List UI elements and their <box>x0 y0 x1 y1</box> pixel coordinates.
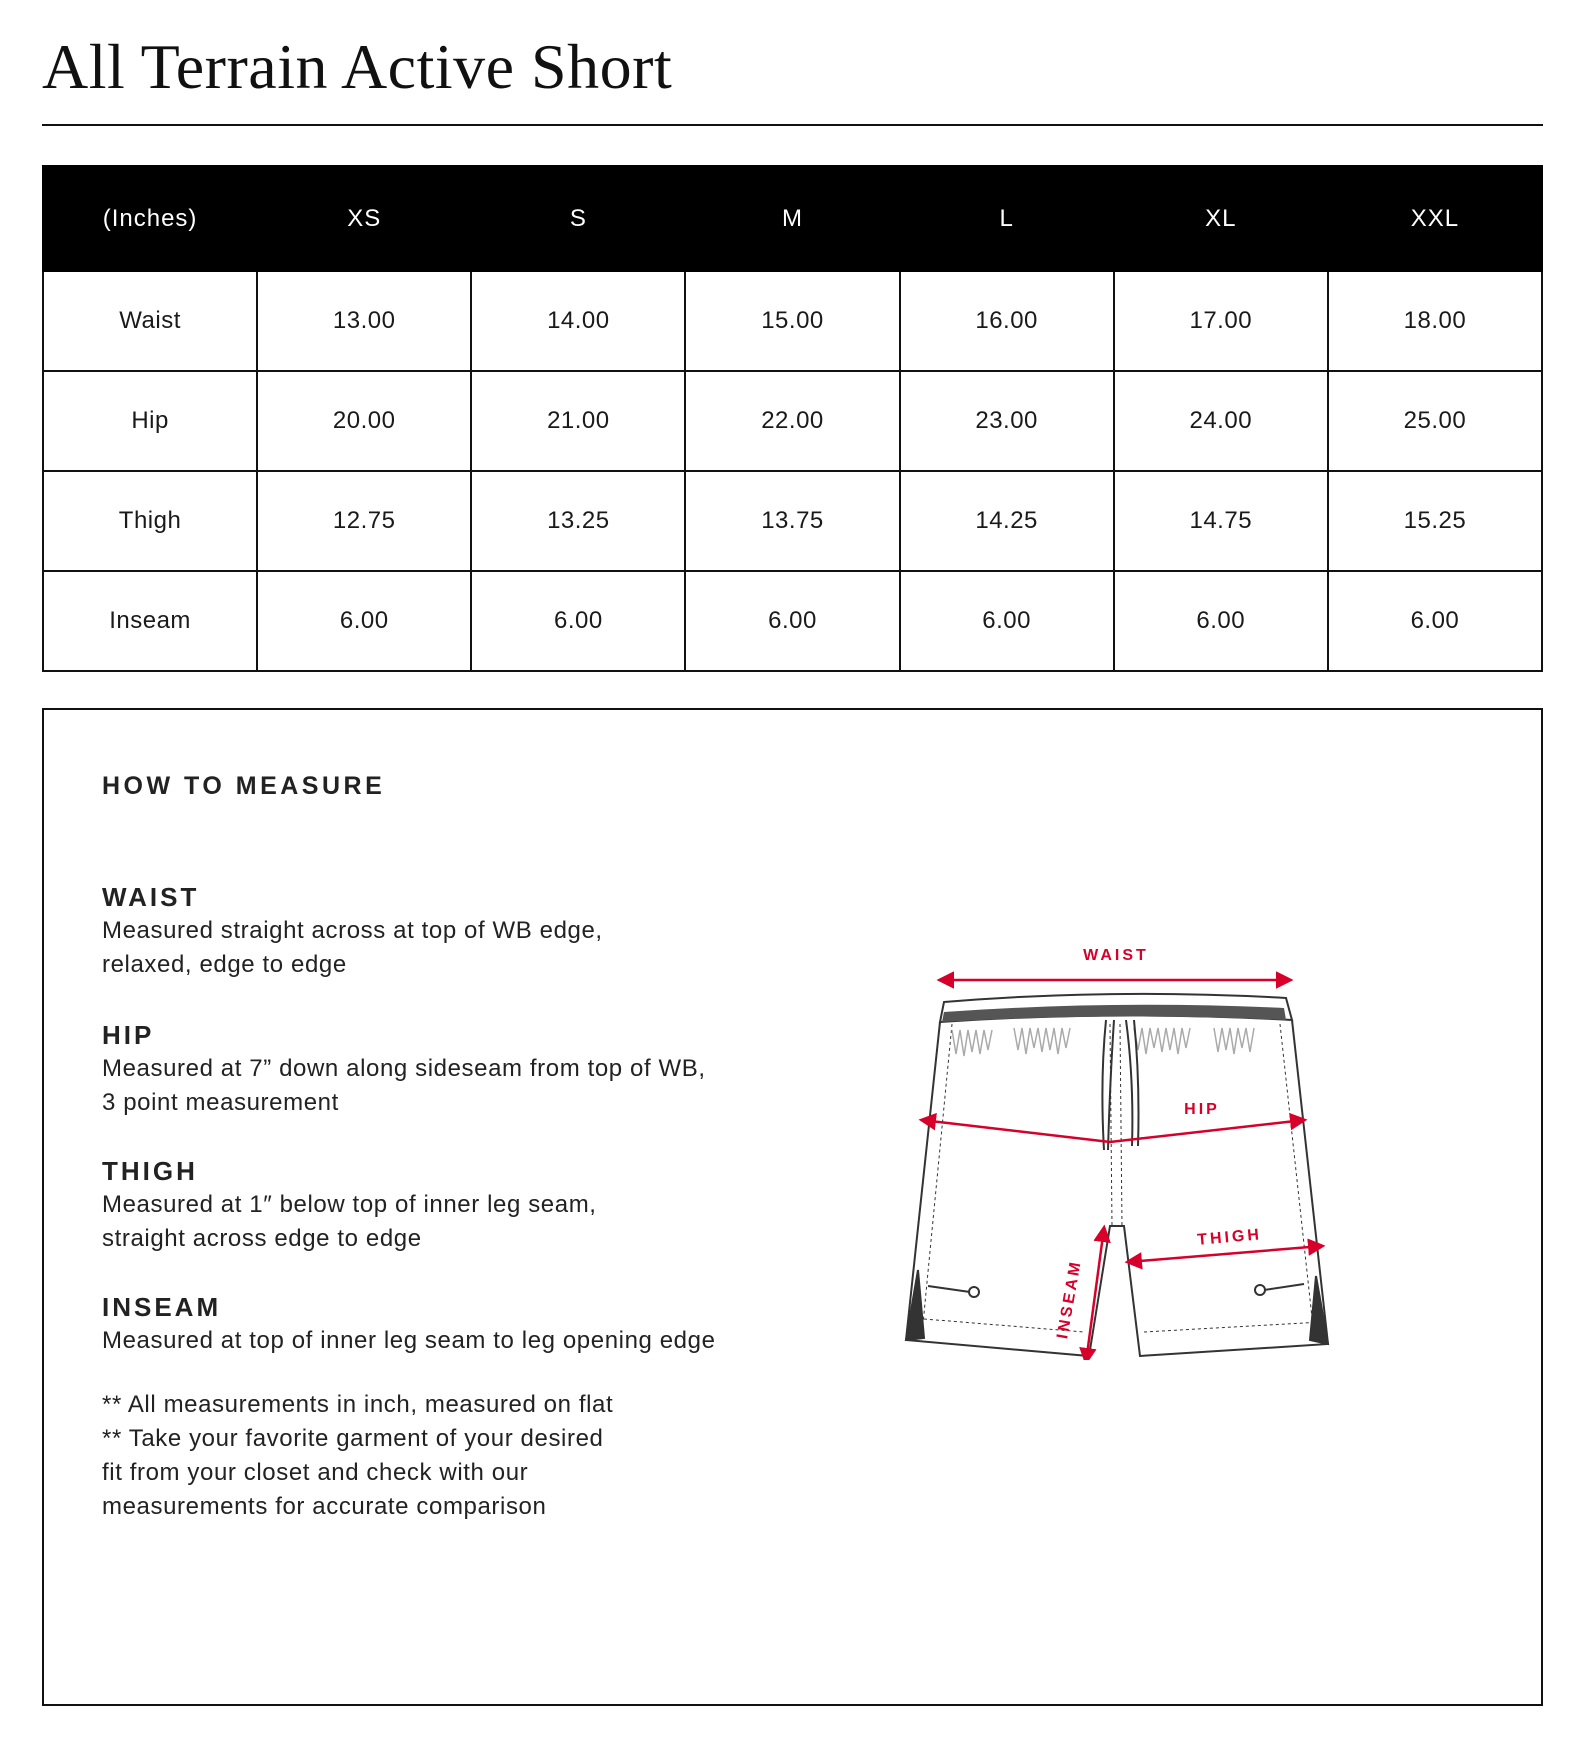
table-cell: 14.00 <box>471 271 685 371</box>
table-cell: 18.00 <box>1328 271 1542 371</box>
inseam-measure-line <box>1054 1228 1104 1360</box>
table-cell: 6.00 <box>471 571 685 671</box>
table-cell: 15.00 <box>685 271 899 371</box>
size-chart-table <box>42 165 1543 672</box>
row-label: Inseam <box>43 571 257 671</box>
thigh-instructions <box>102 1154 822 1256</box>
table-cell: 6.00 <box>1328 571 1542 671</box>
section-text: Measured straight across at top of WB edge, <box>102 917 603 944</box>
row-label: Waist <box>43 271 257 371</box>
hip-instructions <box>102 1018 822 1120</box>
table-header-row <box>43 166 1542 271</box>
section-text: 3 point measurement <box>102 1089 339 1116</box>
note-line: measurements for accurate comparison <box>102 1493 547 1520</box>
shorts-diagram-icon <box>904 920 1424 1360</box>
hip-measure-line <box>922 1101 1304 1142</box>
note-line: fit from your closet and check with our <box>102 1459 529 1486</box>
table-row-hip <box>43 371 1542 471</box>
table-cell: 25.00 <box>1328 371 1542 471</box>
table-cell: 22.00 <box>685 371 899 471</box>
table-row-inseam <box>43 571 1542 671</box>
header-size-s: S <box>471 166 685 271</box>
table-cell: 16.00 <box>900 271 1114 371</box>
waist-label: WAIST <box>1083 947 1149 964</box>
how-to-measure-panel <box>42 708 1543 1706</box>
table-cell: 20.00 <box>257 371 471 471</box>
how-to-measure-heading: HOW TO MEASURE <box>102 772 386 800</box>
note-line: ** Take your favorite garment of your desired <box>102 1425 604 1452</box>
section-title: WAIST <box>102 882 200 912</box>
header-size-m: M <box>685 166 899 271</box>
header-size-l: L <box>900 166 1114 271</box>
table-cell: 21.00 <box>471 371 685 471</box>
table-cell: 13.00 <box>257 271 471 371</box>
table-cell: 15.25 <box>1328 471 1542 571</box>
table-cell: 23.00 <box>900 371 1114 471</box>
row-label: Thigh <box>43 471 257 571</box>
table-cell: 13.75 <box>685 471 899 571</box>
table-row-waist <box>43 271 1542 371</box>
table-cell: 6.00 <box>257 571 471 671</box>
header-size-xl: XL <box>1114 166 1328 271</box>
thigh-label: THIGH <box>1196 1226 1263 1249</box>
table-cell: 17.00 <box>1114 271 1328 371</box>
section-title: HIP <box>102 1020 155 1050</box>
section-title: INSEAM <box>102 1292 222 1322</box>
inseam-label: INSEAM <box>1054 1258 1085 1341</box>
shorts-outline <box>906 994 1328 1356</box>
section-text: Measured at top of inner leg seam to leg opening edge <box>102 1327 716 1354</box>
table-cell: 6.00 <box>685 571 899 671</box>
table-cell: 6.00 <box>900 571 1114 671</box>
table-cell: 14.75 <box>1114 471 1328 571</box>
table-cell: 14.25 <box>900 471 1114 571</box>
waist-instructions <box>102 880 822 982</box>
section-text: straight across edge to edge <box>102 1225 422 1252</box>
row-label: Hip <box>43 371 257 471</box>
section-title: THIGH <box>102 1156 198 1186</box>
table-cell: 6.00 <box>1114 571 1328 671</box>
table-row-thigh <box>43 471 1542 571</box>
table-cell: 12.75 <box>257 471 471 571</box>
inseam-instructions <box>102 1290 822 1358</box>
section-text: relaxed, edge to edge <box>102 951 347 978</box>
section-text: Measured at 1″ below top of inner leg seam, <box>102 1191 597 1218</box>
thigh-measure-line <box>1128 1226 1322 1262</box>
waist-measure-line <box>940 947 1290 980</box>
measurement-notes <box>102 1388 722 1524</box>
header-unit: (Inches) <box>43 166 257 271</box>
page-title: All Terrain Active Short <box>42 31 673 102</box>
hip-label: HIP <box>1184 1101 1220 1118</box>
title-divider <box>42 124 1543 126</box>
note-line: ** All measurements in inch, measured on flat <box>102 1391 614 1418</box>
table-cell: 13.25 <box>471 471 685 571</box>
header-size-xxl: XXL <box>1328 166 1542 271</box>
header-size-xs: XS <box>257 166 471 271</box>
table-cell: 24.00 <box>1114 371 1328 471</box>
section-text: Measured at 7” down along sideseam from top of WB, <box>102 1055 706 1082</box>
